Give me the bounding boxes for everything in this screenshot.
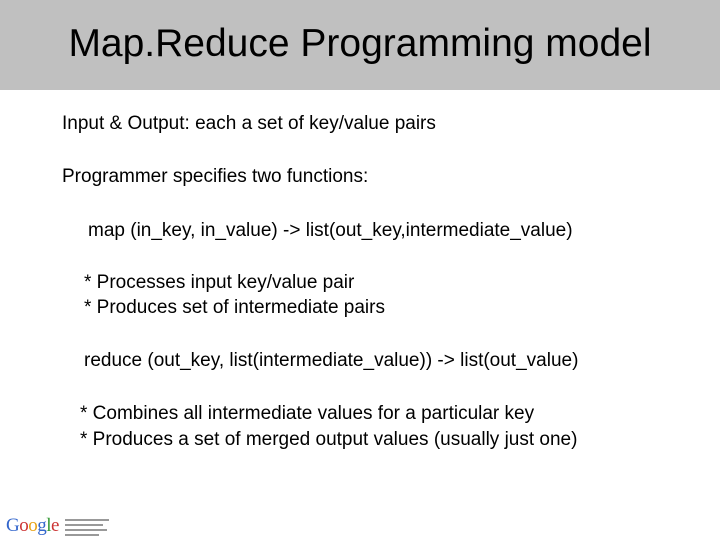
map-signature: map (in_key, in_value) -> list(out_key,intermediate_value) <box>88 220 573 241</box>
reduce-note-combines: * Combines all intermediate values for a particular key <box>80 403 535 424</box>
logo-letter: o <box>19 515 29 536</box>
bullet-two-functions: Programmer specifies two functions: <box>62 166 369 187</box>
map-note-produces: * Produces set of intermediate pairs <box>84 297 385 318</box>
logo-fine-print <box>64 517 116 537</box>
logo-letter: o <box>28 515 38 536</box>
logo-letter: e <box>51 515 59 536</box>
map-note-processes: * Processes input key/value pair <box>84 272 355 293</box>
bullet-input-output: Input & Output: each a set of key/value pairs <box>62 113 436 134</box>
logo-letter: l <box>46 515 52 536</box>
logo-letter: G <box>6 515 20 536</box>
logo-letter: g <box>37 515 47 536</box>
reduce-signature: reduce (out_key, list(intermediate_value)) -> list(out_value) <box>84 350 579 371</box>
google-logo <box>6 514 116 538</box>
google-wordmark <box>6 516 59 536</box>
slide-title: Map.Reduce Programming model <box>68 22 652 65</box>
reduce-note-produces: * Produces a set of merged output values (usually just one) <box>80 429 578 450</box>
